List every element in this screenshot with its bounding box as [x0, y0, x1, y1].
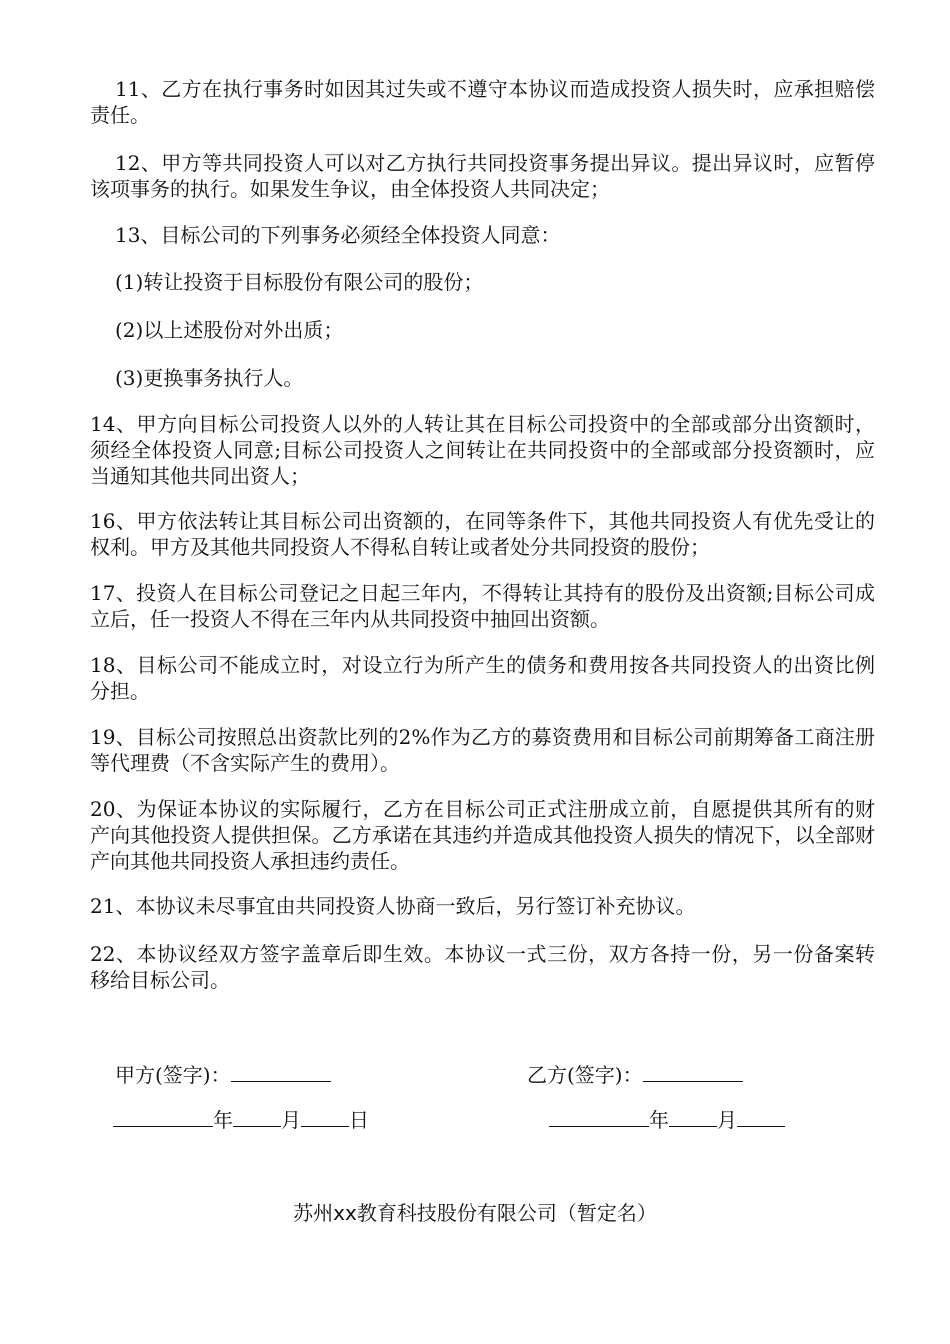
- party-b-year-line[interactable]: [549, 1106, 649, 1127]
- party-b-year-label: 年: [649, 1108, 669, 1132]
- party-a-year-line[interactable]: [113, 1106, 213, 1127]
- party-a-day-label: 日: [349, 1108, 369, 1132]
- clause-16: 16、甲方依法转让其目标公司出资额的，在同等条件下，其他共同投资人有优先受让的权利。甲方及其他共同投资人不得私自转让或者处分共同投资的股份；: [90, 509, 875, 559]
- clause-17: 17、投资人在目标公司登记之日起三年内，不得转让其持有的股份及出资额;目标公司成立后，任一投资人不得在三年内从共同投资中抽回出资额。: [90, 581, 875, 631]
- party-a-month-line[interactable]: [233, 1106, 281, 1127]
- clause-11: 11、乙方在执行事务时如因其过失或不遵守本协议而造成投资人损失时，应承担赔偿责任。: [90, 77, 875, 127]
- party-b-date: [549, 1106, 785, 1133]
- clause-19: 19、目标公司按照总出资款比列的2%作为乙方的募资费用和目标公司前期筹备工商注册等代理费（不含实际产生的费用）。: [90, 725, 875, 775]
- party-b-label: 乙方(签字)：: [527, 1063, 643, 1087]
- clause-22: 22、本协议经双方签字盖章后即生效。本协议一式三份，双方各持一份，另一份备案转移给目标公司。: [90, 942, 875, 992]
- party-b-month-line[interactable]: [669, 1106, 717, 1127]
- party-a-signature-line[interactable]: [231, 1061, 331, 1082]
- party-a-month-label: 月: [281, 1108, 301, 1132]
- party-b-signature: [527, 1061, 743, 1088]
- clause-12: 12、甲方等共同投资人可以对乙方执行共同投资事务提出异议。提出异议时，应暂停该项事务的执行。如果发生争议，由全体投资人共同决定；: [90, 151, 875, 201]
- clause-13-item-2: (2)以上述股份对外出质；: [115, 318, 344, 342]
- company-name-footer: 苏州xx教育科技股份有限公司（暂定名）: [293, 1201, 657, 1225]
- clause-21: 21、本协议未尽事宜由共同投资人协商一致后，另行签订补充协议。: [90, 894, 696, 918]
- party-b-day-line[interactable]: [737, 1106, 785, 1127]
- clause-13-item-1: (1)转让投资于目标股份有限公司的股份；: [115, 270, 484, 294]
- party-a-signature: [115, 1061, 331, 1088]
- party-a-label: 甲方(签字)：: [115, 1063, 231, 1087]
- party-b-month-label: 月: [717, 1108, 737, 1132]
- clause-20: 20、为保证本协议的实际履行，乙方在目标公司正式注册成立前，自愿提供其所有的财产向其他投资人提供担保。乙方承诺在其违约并造成其他投资人损失的情况下，以全部财产向其他共同投资人承担违约责任。: [90, 797, 875, 873]
- clause-13-item-3: (3)更换事务执行人。: [115, 366, 304, 390]
- party-a-year-label: 年: [213, 1108, 233, 1132]
- party-b-signature-line[interactable]: [643, 1061, 743, 1082]
- clause-18: 18、目标公司不能成立时，对设立行为所产生的债务和费用按各共同投资人的出资比例分担。: [90, 653, 875, 703]
- clause-13: 13、目标公司的下列事务必须经全体投资人同意：: [115, 223, 561, 247]
- clause-14: 14、甲方向目标公司投资人以外的人转让其在目标公司投资中的全部或部分出资额时，须经全体投资人同意;目标公司投资人之间转让在共同投资中的全部或部分投资额时，应当通知其他共同出资人；: [90, 412, 875, 488]
- party-a-day-line[interactable]: [301, 1106, 349, 1127]
- party-a-date: [113, 1106, 369, 1133]
